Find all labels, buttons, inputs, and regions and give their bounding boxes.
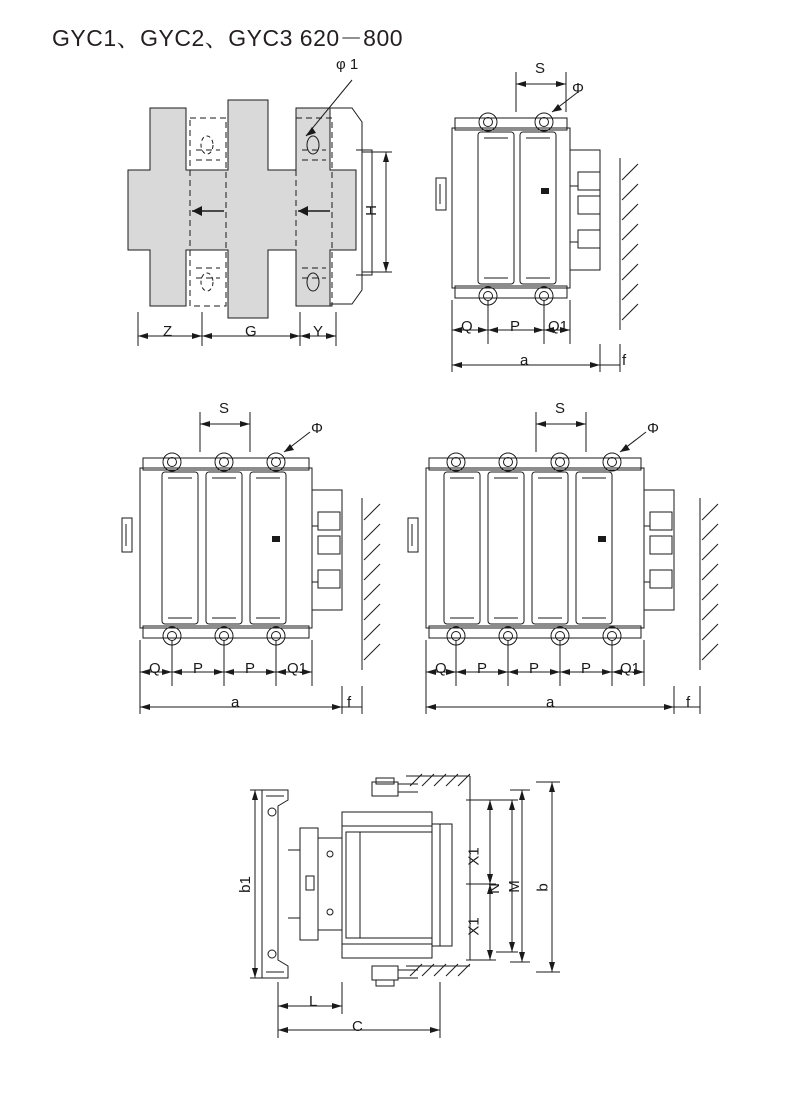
label-m: M — [505, 880, 523, 893]
page-title: GYC1、GYC2、GYC3 620－800 — [52, 25, 404, 51]
label-q1-3pole: Q1 — [287, 660, 308, 677]
label-q-3pole: Q — [149, 660, 161, 677]
label-z: Z — [163, 323, 173, 340]
bottom-view — [250, 774, 560, 1038]
label-q-4pole: Q — [435, 660, 447, 677]
label-c: C — [352, 1018, 363, 1035]
label-q1-4pole: Q1 — [620, 660, 641, 677]
label-s-4pole: S — [555, 400, 566, 417]
mid-right-view — [408, 412, 718, 714]
label-q1-2pole: Q1 — [548, 318, 569, 335]
label-x1-top: X1 — [465, 847, 483, 866]
label-phi-3pole: Φ — [311, 420, 323, 437]
label-phi-2pole: Φ — [572, 80, 584, 97]
label-b1: b1 — [236, 876, 254, 893]
label-p2-4pole: P — [529, 660, 540, 677]
label-s-3pole: S — [219, 400, 230, 417]
label-phi-4pole: Φ — [647, 420, 659, 437]
label-g: G — [245, 323, 257, 340]
label-f-2pole: f — [622, 352, 627, 369]
label-p1-4pole: P — [477, 660, 488, 677]
label-p-2pole: P — [510, 318, 521, 335]
label-a-2pole: a — [520, 352, 529, 369]
label-y: Y — [313, 323, 324, 340]
label-f-3pole: f — [347, 694, 352, 711]
label-n: N — [485, 883, 503, 894]
label-s-2pole: S — [535, 60, 546, 77]
label-p3-4pole: P — [581, 660, 592, 677]
label-a-4pole: a — [546, 694, 555, 711]
label-p2-3pole: P — [245, 660, 256, 677]
label-p1-3pole: P — [193, 660, 204, 677]
label-a-3pole: a — [231, 694, 240, 711]
label-q-2pole: Q — [461, 318, 473, 335]
label-f-4pole: f — [686, 694, 691, 711]
label-h: H — [362, 205, 380, 216]
label-phi1: φ 1 — [336, 56, 359, 73]
label-l: L — [309, 993, 318, 1010]
top-left-view — [128, 80, 392, 346]
label-x1-bottom: X1 — [465, 917, 483, 936]
label-b: b — [534, 883, 552, 892]
